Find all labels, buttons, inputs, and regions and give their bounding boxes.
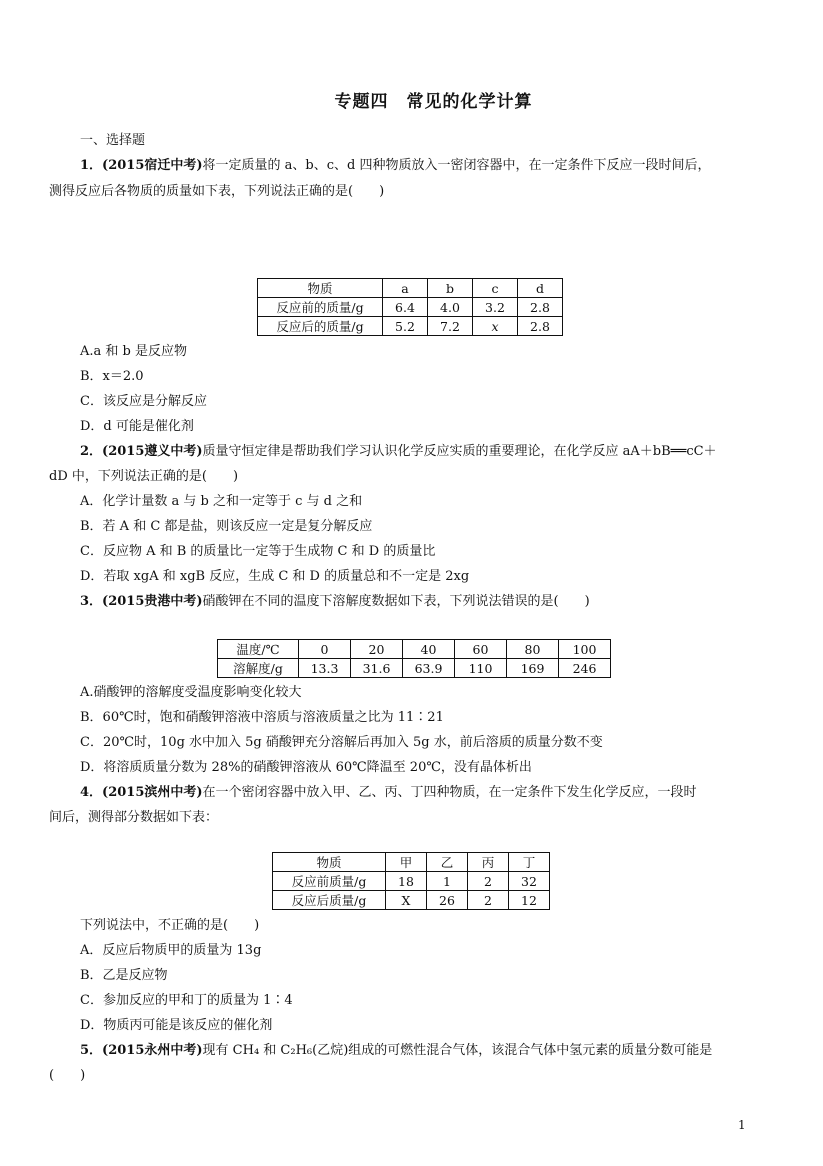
page-number: 1 bbox=[738, 1118, 746, 1132]
q4-table bbox=[272, 852, 550, 910]
q2-option-a: A．化学计量数 a 与 b 之和一定等于 c 与 d 之和 bbox=[80, 494, 363, 509]
q2-option-d: D．若取 xgA 和 xgB 反应，生成 C 和 D 的质量总和不一定是 2xg bbox=[80, 569, 470, 584]
q4-source: (2015滨州中考) bbox=[102, 785, 203, 800]
q4-option-a: A．反应后物质甲的质量为 13g bbox=[80, 943, 262, 958]
table-cell: X bbox=[386, 891, 427, 910]
q1-option-a: A.a 和 b 是反应物 bbox=[80, 344, 187, 359]
table-cell: 18 bbox=[386, 872, 427, 891]
table-cell: x bbox=[473, 317, 518, 336]
q3-stem-text-1: 硝酸钾在不同的温度下溶解度数据如下表，下列说法错误的是( ) bbox=[202, 594, 590, 609]
page-title: 专题四 常见的化学计算 bbox=[334, 92, 533, 112]
table-cell: 反应后的质量/g bbox=[258, 317, 383, 336]
q1-stem-line-1 bbox=[80, 158, 710, 174]
table-cell: 100 bbox=[559, 640, 611, 659]
table-cell: 物质 bbox=[258, 279, 383, 298]
table-row bbox=[218, 640, 611, 659]
q2-stem-text-1: 质量守恒定律是帮助我们学习认识化学反应实质的重要理论，在化学反应 aA＋bB══cC＋ bbox=[202, 444, 717, 459]
q4-option-b: B．乙是反应物 bbox=[80, 968, 168, 983]
table-cell: 2 bbox=[468, 891, 509, 910]
q3-stem-line-1 bbox=[80, 594, 590, 610]
table-cell: 1 bbox=[427, 872, 468, 891]
q1-source: (2015宿迁中考) bbox=[102, 158, 203, 173]
table-cell: 31.6 bbox=[351, 659, 403, 678]
q3-option-b: B．60℃时，饱和硝酸钾溶液中溶质与溶液质量之比为 11∶21 bbox=[80, 710, 444, 725]
q4-option-d: D．物质丙可能是该反应的催化剂 bbox=[80, 1018, 273, 1033]
table-row bbox=[258, 279, 563, 298]
q4-number: 4． bbox=[80, 785, 103, 800]
q1-table bbox=[257, 278, 563, 336]
table-cell: 40 bbox=[403, 640, 455, 659]
table-cell: 12 bbox=[509, 891, 550, 910]
table-cell: 26 bbox=[427, 891, 468, 910]
q1-option-b: B．x＝2.0 bbox=[80, 369, 144, 384]
table-row bbox=[273, 891, 550, 910]
q5-source: (2015永州中考) bbox=[102, 1043, 203, 1058]
table-cell: d bbox=[518, 279, 563, 298]
q4-stem-line-1 bbox=[80, 785, 697, 801]
q5-stem-line-1 bbox=[80, 1043, 712, 1059]
q3-option-c: C．20℃时，10g 水中加入 5g 硝酸钾充分溶解后再加入 5g 水，前后溶质的质量分数不变 bbox=[80, 735, 603, 750]
q3-option-a: A.硝酸钾的溶解度受温度影响变化较大 bbox=[80, 685, 302, 700]
section-heading: 一、选择题 bbox=[80, 133, 146, 148]
q5-number: 5． bbox=[80, 1043, 103, 1058]
table-cell: a bbox=[383, 279, 428, 298]
table-row bbox=[218, 659, 611, 678]
table-cell: 60 bbox=[455, 640, 507, 659]
table-cell: b bbox=[428, 279, 473, 298]
table-cell: 63.9 bbox=[403, 659, 455, 678]
q2-stem-line-1 bbox=[80, 444, 717, 460]
table-row bbox=[273, 872, 550, 891]
table-cell: 13.3 bbox=[299, 659, 351, 678]
table-cell: 反应前的质量/g bbox=[258, 298, 383, 317]
table-cell: 2.8 bbox=[518, 317, 563, 336]
table-cell: 0 bbox=[299, 640, 351, 659]
table-cell: 溶解度/g bbox=[218, 659, 299, 678]
table-cell: 6.4 bbox=[383, 298, 428, 317]
q2-source: (2015遵义中考) bbox=[102, 444, 203, 459]
table-cell: 5.2 bbox=[383, 317, 428, 336]
table-cell: 反应前质量/g bbox=[273, 872, 386, 891]
q4-option-c: C．参加反应的甲和丁的质量为 1∶4 bbox=[80, 993, 293, 1008]
q1-stem-text-1: 将一定质量的 a、b、c、d 四种物质放入一密闭容器中，在一定条件下反应一段时间后， bbox=[202, 158, 711, 173]
q1-stem-line-2: 测得反应后各物质的质量如下表，下列说法正确的是( ) bbox=[49, 184, 385, 199]
table-cell: 4.0 bbox=[428, 298, 473, 317]
q1-option-d: D．d 可能是催化剂 bbox=[80, 419, 194, 434]
table-cell: 7.2 bbox=[428, 317, 473, 336]
q2-number: 2． bbox=[80, 444, 103, 459]
table-cell: 169 bbox=[507, 659, 559, 678]
table-cell: 32 bbox=[509, 872, 550, 891]
table-cell: 3.2 bbox=[473, 298, 518, 317]
table-cell: 80 bbox=[507, 640, 559, 659]
table-cell: 丙 bbox=[468, 853, 509, 872]
table-row bbox=[258, 298, 563, 317]
q2-option-c: C．反应物 A 和 B 的质量比一定等于生成物 C 和 D 的质量比 bbox=[80, 544, 436, 559]
q3-number: 3． bbox=[80, 594, 103, 609]
q5-stem-text-1: 现有 CH₄ 和 C₂H₆(乙烷)组成的可燃性混合气体，该混合气体中氢元素的质量分数可能是 bbox=[202, 1043, 713, 1058]
q4-stem-line-2: 间后，测得部分数据如下表： bbox=[49, 810, 219, 825]
q4-stem-text-1: 在一个密闭容器中放入甲、乙、丙、丁四种物质，在一定条件下发生化学反应，一段时 bbox=[202, 785, 697, 800]
q1-option-c: C．该反应是分解反应 bbox=[80, 394, 207, 409]
q5-stem-line-2: ( ) bbox=[49, 1068, 86, 1083]
table-cell: 2.8 bbox=[518, 298, 563, 317]
table-cell: 乙 bbox=[427, 853, 468, 872]
q2-option-b: B．若 A 和 C 都是盐，则该反应一定是复分解反应 bbox=[80, 519, 373, 534]
table-cell: 温度/℃ bbox=[218, 640, 299, 659]
table-cell: 反应后质量/g bbox=[273, 891, 386, 910]
table-cell: 20 bbox=[351, 640, 403, 659]
table-cell: c bbox=[473, 279, 518, 298]
table-cell: 2 bbox=[468, 872, 509, 891]
q1-number: 1． bbox=[80, 158, 103, 173]
table-cell: 丁 bbox=[509, 853, 550, 872]
table-cell: 110 bbox=[455, 659, 507, 678]
q4-stem-line-3: 下列说法中，不正确的是( ) bbox=[80, 918, 260, 933]
table-cell: 246 bbox=[559, 659, 611, 678]
q3-source: (2015贵港中考) bbox=[102, 594, 203, 609]
table-cell: 物质 bbox=[273, 853, 386, 872]
q3-table bbox=[217, 639, 611, 678]
table-cell: 甲 bbox=[386, 853, 427, 872]
table-row bbox=[258, 317, 563, 336]
q2-stem-line-2: dD 中，下列说法正确的是( ) bbox=[49, 469, 239, 484]
table-row bbox=[273, 853, 550, 872]
q3-option-d: D．将溶质质量分数为 28%的硝酸钾溶液从 60℃降温至 20℃，没有晶体析出 bbox=[80, 760, 532, 775]
